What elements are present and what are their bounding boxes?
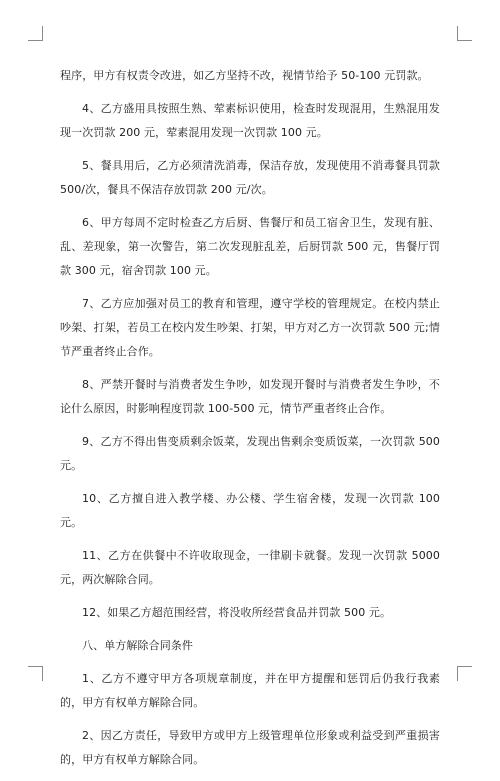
document-body	[60, 64, 440, 781]
crop-mark-top-left	[28, 26, 43, 41]
crop-mark-bottom-left	[28, 666, 43, 681]
paragraph-item-5: 5、餐具用后，乙方必须清洗消毒，保洁存放，发现使用不消毒餐具罚款 500/次，餐具不保洁存放罚款 200 元/次。	[60, 159, 440, 196]
paragraph-item-12: 12、如果乙方超范围经营，将没收所经营食品并罚款 500 元。	[82, 606, 392, 619]
paragraph-penalty-continuation: 程序，甲方有权责令改进，如乙方坚持不改，视情节给予 50-100 元罚款。	[60, 69, 429, 82]
crop-mark-top-right	[457, 26, 472, 41]
paragraph-item-4: 4、乙方盛用具按照生熟、荤素标识使用，检查时发现混用，生熟混用发现一次罚款 200 元，荤素混用发现一次罚款 100 元。	[60, 102, 440, 139]
crop-mark-bottom-right	[457, 666, 472, 681]
paragraph-termination-2: 2、因乙方责任，导致甲方或甲方上级管理单位形象或利益受到严重损害的，甲方有权单方解除合同。	[60, 729, 440, 766]
paragraph-item-9: 9、乙方不得出售变质剩余饭菜，发现出售剩余变质饭菜，一次罚款 500 元。	[60, 435, 440, 472]
paragraph-item-8: 8、严禁开餐时与消费者发生争吵，如发现开餐时与消费者发生争吵，不论什么原因，时影响程度罚款 100-500 元，情节严重者终止合作。	[60, 378, 440, 415]
section-heading-termination: 八、单方解除合同条件	[82, 639, 193, 652]
paragraph-item-11: 11、乙方在供餐中不许收取现金，一律刷卡就餐。发现一次罚款 5000 元，两次解除合同。	[60, 549, 440, 586]
paragraph-item-7: 7、乙方应加强对员工的教育和管理，遵守学校的管理规定。在校内禁止吵架、打架，若员工在校内发生吵架、打架，甲方对乙方一次罚款 500 元;情节严重者终止合作。	[60, 297, 440, 358]
paragraph-item-10: 10、乙方擅自进入教学楼、办公楼、学生宿舍楼，发现一次罚款 100 元。	[60, 492, 440, 529]
paragraph-item-6: 6、甲方每周不定时检查乙方后厨、售餐厅和员工宿舍卫生，发现有脏、乱、差现象，第一次警告，第二次发现脏乱差，后厨罚款 500 元，售餐厅罚款 300 元，宿舍罚款 100 元。	[60, 216, 440, 277]
paragraph-termination-1: 1、乙方不遵守甲方各项规章制度，并在甲方提醒和惩罚后仍我行我素的，甲方有权单方解除合同。	[60, 672, 440, 709]
